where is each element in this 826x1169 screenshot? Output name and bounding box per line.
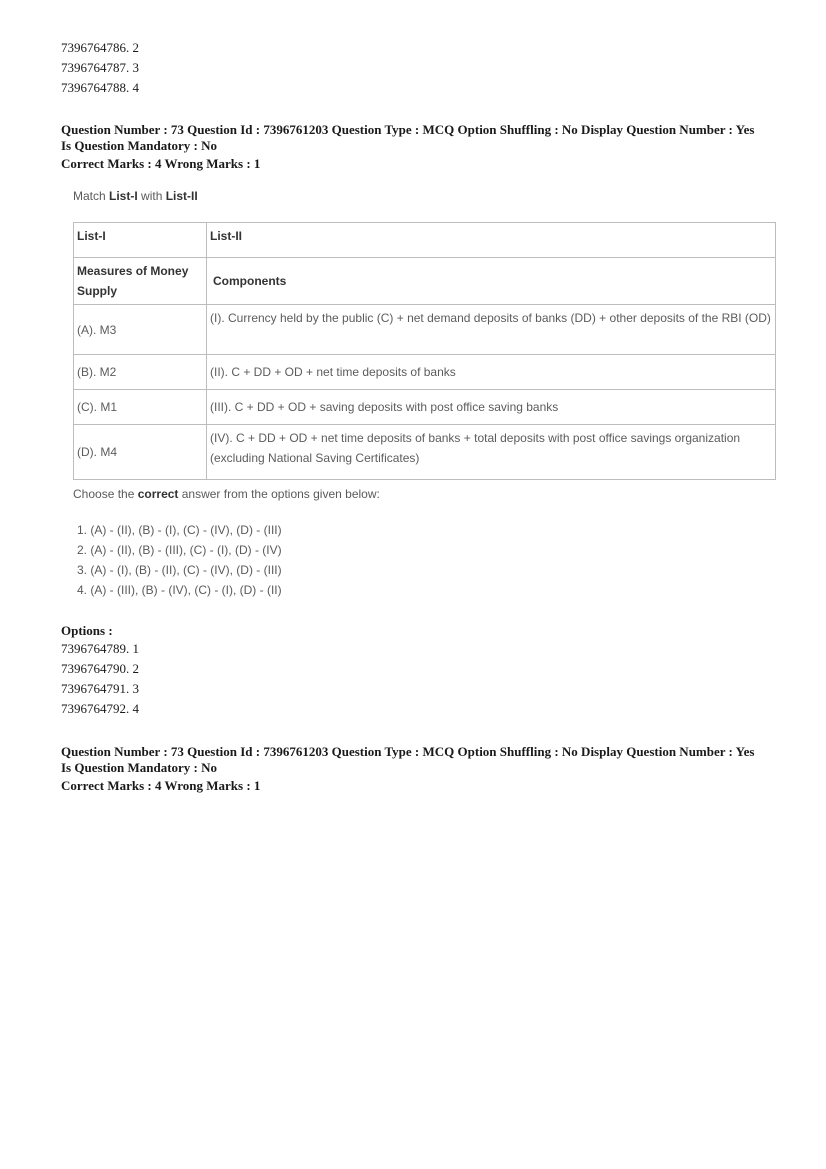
table-cell-component: (II). C + DD + OD + net time deposits of banks <box>207 355 776 390</box>
prev-option-line: 7396764788. 4 <box>61 80 139 95</box>
choose-bold: correct <box>137 487 179 501</box>
instruction-list2: List-II <box>165 189 198 203</box>
option-line: 7396764790. 2 <box>61 661 139 676</box>
table-row <box>74 355 776 390</box>
options-label: Options : <box>61 623 113 638</box>
header-list2: List-II <box>207 223 776 258</box>
table-row <box>74 390 776 425</box>
answer-choice: 3. (A) - (I), (B) - (II), (C) - (IV), (D) - (III) <box>77 563 282 577</box>
question-instruction <box>73 189 198 203</box>
instruction-text: Match <box>73 189 110 203</box>
table-cell-component: (I). Currency held by the public (C) + net demand deposits of banks (DD) + other deposits of the RBI (OD) <box>207 305 776 355</box>
table-cell-component: (III). C + DD + OD + saving deposits with post office saving banks <box>207 390 776 425</box>
question-mandatory: Is Question Mandatory : No <box>61 138 218 153</box>
table-header-row <box>74 223 776 258</box>
instruction-text: with <box>137 189 166 203</box>
option-line: 7396764792. 4 <box>61 701 139 716</box>
question-marks: Correct Marks : 4 Wrong Marks : 1 <box>61 156 261 171</box>
subheader-components: Components <box>207 258 776 305</box>
question-header: Question Number : 73 Question Id : 7396761203 Question Type : MCQ Option Shuffling : No Display Question Number : Yes <box>61 122 755 137</box>
option-line: 7396764789. 1 <box>61 641 139 656</box>
question-marks: Correct Marks : 4 Wrong Marks : 1 <box>61 778 261 793</box>
table-cell-measure: (B). M2 <box>74 355 207 390</box>
choose-instruction <box>73 487 380 501</box>
choose-text: answer from the options given below: <box>178 487 380 501</box>
question-header: Question Number : 73 Question Id : 7396761203 Question Type : MCQ Option Shuffling : No Display Question Number : Yes <box>61 744 755 759</box>
table-cell-component: (IV). C + DD + OD + net time deposits of banks + total deposits with post office savings organization (excluding National Saving Certificates) <box>207 425 776 480</box>
question-mandatory: Is Question Mandatory : No <box>61 760 218 775</box>
table-cell-measure: (D). M4 <box>74 425 207 480</box>
choose-text: Choose the <box>73 487 138 501</box>
answer-choice: 2. (A) - (II), (B) - (III), (C) - (I), (D) - (IV) <box>77 543 282 557</box>
match-table <box>73 222 776 480</box>
table-row <box>74 305 776 355</box>
answer-choice: 4. (A) - (III), (B) - (IV), (C) - (I), (D) - (II) <box>77 583 282 597</box>
prev-option-line: 7396764787. 3 <box>61 60 139 75</box>
instruction-list1: List-I <box>109 189 138 203</box>
table-subheader-row <box>74 258 776 305</box>
subheader-measures: Measures of Money Supply <box>74 258 207 305</box>
header-list1: List-I <box>74 223 207 258</box>
table-cell-measure: (A). M3 <box>74 305 207 355</box>
table-row <box>74 425 776 480</box>
answer-choice: 1. (A) - (II), (B) - (I), (C) - (IV), (D) - (III) <box>77 523 282 537</box>
option-line: 7396764791. 3 <box>61 681 139 696</box>
table-cell-measure: (C). M1 <box>74 390 207 425</box>
prev-option-line: 7396764786. 2 <box>61 40 139 55</box>
answer-choices <box>77 520 282 600</box>
